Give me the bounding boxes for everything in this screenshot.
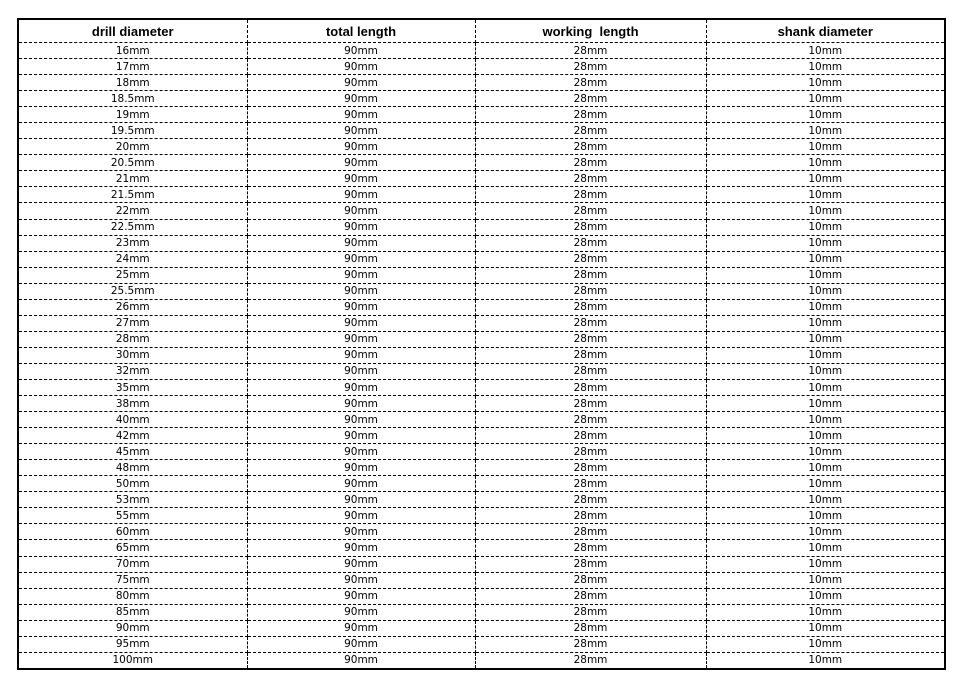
- table-row: [19, 235, 944, 251]
- working-length-cell: 28mm: [475, 636, 706, 652]
- shank-diameter-cell: 10mm: [706, 508, 944, 524]
- total-length-cell: 90mm: [247, 524, 475, 540]
- working-length-cell: 28mm: [475, 444, 706, 460]
- working-length-cell: 28mm: [475, 203, 706, 219]
- drill-diameter-cell: 40mm: [19, 412, 247, 428]
- shank-diameter-cell: 10mm: [706, 267, 944, 283]
- shank-diameter-cell: 10mm: [706, 604, 944, 620]
- table-row: [19, 203, 944, 219]
- working-length-cell: 28mm: [475, 508, 706, 524]
- table-row: [19, 540, 944, 556]
- shank-diameter-cell: 10mm: [706, 556, 944, 572]
- shank-diameter-cell: 10mm: [706, 428, 944, 444]
- working-length-cell: 28mm: [475, 171, 706, 187]
- working-length-cell: 28mm: [475, 379, 706, 395]
- drill-diameter-cell: 19.5mm: [19, 123, 247, 139]
- drill-diameter-cell: 50mm: [19, 476, 247, 492]
- drill-diameter-cell: 70mm: [19, 556, 247, 572]
- shank-diameter-cell: 10mm: [706, 203, 944, 219]
- shank-diameter-cell: 10mm: [706, 412, 944, 428]
- table-row: [19, 444, 944, 460]
- table-row: [19, 556, 944, 572]
- drill-diameter-cell: 48mm: [19, 460, 247, 476]
- shank-diameter-cell: 10mm: [706, 299, 944, 315]
- shank-diameter-cell: 10mm: [706, 107, 944, 123]
- table-row: [19, 331, 944, 347]
- drill-diameter-cell: 35mm: [19, 379, 247, 395]
- drill-diameter-cell: 21.5mm: [19, 187, 247, 203]
- working-length-cell: 28mm: [475, 604, 706, 620]
- total-length-cell: 90mm: [247, 636, 475, 652]
- shank-diameter-cell: 10mm: [706, 171, 944, 187]
- total-length-cell: 90mm: [247, 187, 475, 203]
- table-row: [19, 139, 944, 155]
- header-drill-diameter: drill diameter: [19, 20, 247, 43]
- working-length-cell: 28mm: [475, 524, 706, 540]
- table-header-row: [19, 20, 944, 43]
- shank-diameter-cell: 10mm: [706, 331, 944, 347]
- drill-diameter-cell: 28mm: [19, 331, 247, 347]
- total-length-cell: 90mm: [247, 91, 475, 107]
- drill-diameter-cell: 95mm: [19, 636, 247, 652]
- working-length-cell: 28mm: [475, 155, 706, 171]
- drill-diameter-cell: 18.5mm: [19, 91, 247, 107]
- total-length-cell: 90mm: [247, 331, 475, 347]
- working-length-cell: 28mm: [475, 75, 706, 91]
- shank-diameter-cell: 10mm: [706, 572, 944, 588]
- table-row: [19, 299, 944, 315]
- working-length-cell: 28mm: [475, 315, 706, 331]
- drill-diameter-cell: 45mm: [19, 444, 247, 460]
- total-length-cell: 90mm: [247, 363, 475, 379]
- shank-diameter-cell: 10mm: [706, 588, 944, 604]
- total-length-cell: 90mm: [247, 444, 475, 460]
- working-length-cell: 28mm: [475, 91, 706, 107]
- table-row: [19, 636, 944, 652]
- table-row: [19, 396, 944, 412]
- working-length-cell: 28mm: [475, 123, 706, 139]
- table-row: [19, 620, 944, 636]
- total-length-cell: 90mm: [247, 572, 475, 588]
- total-length-cell: 90mm: [247, 283, 475, 299]
- drill-spec-table: [19, 20, 944, 668]
- drill-diameter-cell: 25mm: [19, 267, 247, 283]
- shank-diameter-cell: 10mm: [706, 444, 944, 460]
- total-length-cell: 90mm: [247, 139, 475, 155]
- drill-diameter-cell: 21mm: [19, 171, 247, 187]
- drill-diameter-cell: 100mm: [19, 652, 247, 668]
- total-length-cell: 90mm: [247, 412, 475, 428]
- table-row: [19, 347, 944, 363]
- table-row: [19, 428, 944, 444]
- drill-diameter-cell: 65mm: [19, 540, 247, 556]
- total-length-cell: 90mm: [247, 123, 475, 139]
- drill-diameter-cell: 90mm: [19, 620, 247, 636]
- shank-diameter-cell: 10mm: [706, 540, 944, 556]
- shank-diameter-cell: 10mm: [706, 492, 944, 508]
- total-length-cell: 90mm: [247, 267, 475, 283]
- drill-diameter-cell: 75mm: [19, 572, 247, 588]
- drill-diameter-cell: 27mm: [19, 315, 247, 331]
- table-row: [19, 476, 944, 492]
- working-length-cell: 28mm: [475, 396, 706, 412]
- drill-diameter-cell: 23mm: [19, 235, 247, 251]
- table-row: [19, 588, 944, 604]
- table-row: [19, 363, 944, 379]
- total-length-cell: 90mm: [247, 460, 475, 476]
- header-working-length: working length: [475, 20, 706, 43]
- shank-diameter-cell: 10mm: [706, 347, 944, 363]
- drill-diameter-cell: 38mm: [19, 396, 247, 412]
- table-row: [19, 187, 944, 203]
- total-length-cell: 90mm: [247, 315, 475, 331]
- total-length-cell: 90mm: [247, 235, 475, 251]
- total-length-cell: 90mm: [247, 556, 475, 572]
- total-length-cell: 90mm: [247, 43, 475, 59]
- table-row: [19, 315, 944, 331]
- total-length-cell: 90mm: [247, 540, 475, 556]
- working-length-cell: 28mm: [475, 251, 706, 267]
- shank-diameter-cell: 10mm: [706, 396, 944, 412]
- total-length-cell: 90mm: [247, 492, 475, 508]
- working-length-cell: 28mm: [475, 59, 706, 75]
- total-length-cell: 90mm: [247, 476, 475, 492]
- drill-diameter-cell: 20mm: [19, 139, 247, 155]
- working-length-cell: 28mm: [475, 267, 706, 283]
- drill-diameter-cell: 30mm: [19, 347, 247, 363]
- shank-diameter-cell: 10mm: [706, 155, 944, 171]
- working-length-cell: 28mm: [475, 139, 706, 155]
- spec-table-frame: [17, 18, 946, 670]
- shank-diameter-cell: 10mm: [706, 460, 944, 476]
- total-length-cell: 90mm: [247, 604, 475, 620]
- shank-diameter-cell: 10mm: [706, 283, 944, 299]
- working-length-cell: 28mm: [475, 299, 706, 315]
- table-row: [19, 219, 944, 235]
- working-length-cell: 28mm: [475, 235, 706, 251]
- working-length-cell: 28mm: [475, 187, 706, 203]
- drill-diameter-cell: 55mm: [19, 508, 247, 524]
- total-length-cell: 90mm: [247, 428, 475, 444]
- shank-diameter-cell: 10mm: [706, 251, 944, 267]
- shank-diameter-cell: 10mm: [706, 123, 944, 139]
- total-length-cell: 90mm: [247, 107, 475, 123]
- table-row: [19, 107, 944, 123]
- working-length-cell: 28mm: [475, 476, 706, 492]
- shank-diameter-cell: 10mm: [706, 139, 944, 155]
- total-length-cell: 90mm: [247, 508, 475, 524]
- table-row: [19, 171, 944, 187]
- drill-diameter-cell: 19mm: [19, 107, 247, 123]
- total-length-cell: 90mm: [247, 652, 475, 668]
- shank-diameter-cell: 10mm: [706, 379, 944, 395]
- table-row: [19, 123, 944, 139]
- shank-diameter-cell: 10mm: [706, 91, 944, 107]
- table-row: [19, 492, 944, 508]
- header-shank-diameter: shank diameter: [706, 20, 944, 43]
- total-length-cell: 90mm: [247, 59, 475, 75]
- table-row: [19, 524, 944, 540]
- working-length-cell: 28mm: [475, 540, 706, 556]
- header-total-length: total length: [247, 20, 475, 43]
- shank-diameter-cell: 10mm: [706, 620, 944, 636]
- drill-diameter-cell: 80mm: [19, 588, 247, 604]
- shank-diameter-cell: 10mm: [808, 654, 843, 667]
- working-length-cell: 28mm: [475, 556, 706, 572]
- total-length-cell: 90mm: [247, 219, 475, 235]
- total-length-cell: 90mm: [247, 620, 475, 636]
- table-row: [19, 75, 944, 91]
- table-row: [19, 508, 944, 524]
- table-row: [19, 460, 944, 476]
- table-row: [19, 91, 944, 107]
- working-length-cell: 28mm: [475, 588, 706, 604]
- total-length-cell: 90mm: [247, 251, 475, 267]
- table-row: [19, 412, 944, 428]
- drill-diameter-cell: 53mm: [19, 492, 247, 508]
- drill-diameter-cell: 20.5mm: [19, 155, 247, 171]
- table-row: [19, 604, 944, 620]
- total-length-cell: 90mm: [247, 588, 475, 604]
- shank-diameter-cell: 10mm: [706, 315, 944, 331]
- working-length-cell: 28mm: [475, 363, 706, 379]
- working-length-cell: 28mm: [475, 283, 706, 299]
- working-length-cell: 28mm: [475, 412, 706, 428]
- working-length-cell: 28mm: [475, 572, 706, 588]
- drill-diameter-cell: 22mm: [19, 203, 247, 219]
- drill-diameter-cell: 18mm: [19, 75, 247, 91]
- drill-diameter-cell: 22.5mm: [19, 219, 247, 235]
- total-length-cell: 90mm: [247, 203, 475, 219]
- table-row: [19, 652, 944, 668]
- table-row: [19, 572, 944, 588]
- shank-diameter-cell: 10mm: [706, 636, 944, 652]
- shank-diameter-cell: 10mm: [706, 476, 944, 492]
- total-length-cell: 90mm: [247, 171, 475, 187]
- shank-diameter-cell: 10mm: [706, 524, 944, 540]
- drill-diameter-cell: 60mm: [19, 524, 247, 540]
- shank-diameter-cell: 10mm: [706, 75, 944, 91]
- working-length-cell: 28mm: [475, 492, 706, 508]
- shank-diameter-cell: 10mm: [706, 363, 944, 379]
- table-row: [19, 267, 944, 283]
- shank-diameter-cell: 10mm: [706, 219, 944, 235]
- total-length-cell: 90mm: [247, 75, 475, 91]
- total-length-cell: 90mm: [247, 155, 475, 171]
- table-row: [19, 379, 944, 395]
- drill-diameter-cell: 26mm: [19, 299, 247, 315]
- working-length-cell: 28mm: [475, 43, 706, 59]
- total-length-cell: 90mm: [247, 379, 475, 395]
- working-length-cell: 28mm: [475, 428, 706, 444]
- working-length-cell: 28mm: [475, 620, 706, 636]
- table-body: [19, 43, 944, 669]
- shank-diameter-cell: 10mm: [706, 235, 944, 251]
- working-length-cell: 28mm: [475, 652, 706, 668]
- drill-diameter-cell: 16mm: [19, 43, 247, 59]
- table-row: [19, 251, 944, 267]
- table-row: [19, 283, 944, 299]
- drill-diameter-cell: 85mm: [19, 604, 247, 620]
- shank-diameter-cell: 10mm: [706, 59, 944, 75]
- drill-diameter-cell: 32mm: [19, 363, 247, 379]
- working-length-cell: 28mm: [475, 219, 706, 235]
- shank-diameter-cell: 10mm: [706, 43, 944, 59]
- total-length-cell: 90mm: [247, 396, 475, 412]
- shank-diameter-cell: 10mm: [706, 187, 944, 203]
- drill-diameter-cell: 24mm: [19, 251, 247, 267]
- total-length-cell: 90mm: [247, 299, 475, 315]
- drill-diameter-cell: 42mm: [19, 428, 247, 444]
- total-length-cell: 90mm: [247, 347, 475, 363]
- table-row: [19, 43, 944, 59]
- working-length-cell: 28mm: [475, 107, 706, 123]
- working-length-cell: 28mm: [475, 460, 706, 476]
- drill-diameter-cell: 17mm: [19, 59, 247, 75]
- working-length-cell: 28mm: [475, 331, 706, 347]
- drill-diameter-cell: 25.5mm: [19, 283, 247, 299]
- table-row: [19, 59, 944, 75]
- table-row: [19, 155, 944, 171]
- working-length-cell: 28mm: [475, 347, 706, 363]
